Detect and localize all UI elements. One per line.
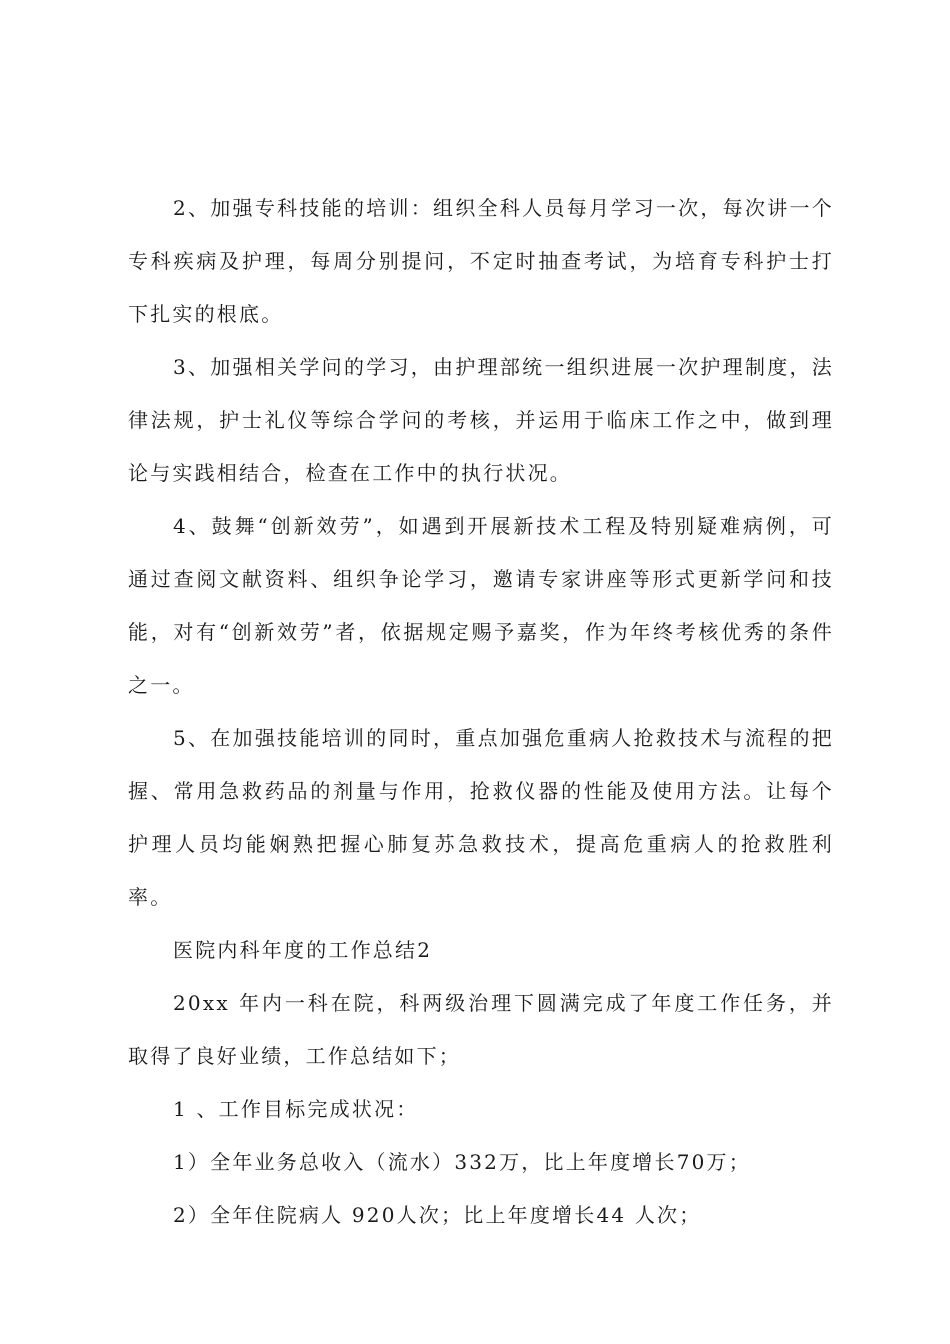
paragraph-knowledge-study: 3、加强相关学问的学习，由护理部统一组织进展一次护理制度，法律法规，护士礼仪等综合学问的考核，并运用于临床工作之中，做到理论与实践相结合，检查在工作中的执行状况。 xyxy=(128,355,834,485)
paragraph-goal-status: 1 、工作目标完成状况： xyxy=(173,1097,419,1121)
paragraph-innovation-service: 4、鼓舞“创新效劳”，如遇到开展新技术工程及特别疑难病例，可通过查阅文献资料、组织争论学习，邀请专家讲座等形式更新学问和技能，对有“创新效劳”者，依据规定赐予嘉奖，作为年终考核优秀的条件之一。 xyxy=(128,514,834,697)
document-body xyxy=(128,182,834,1242)
list-item-revenue: 1）全年业务总收入（流水）332万，比上年度增长70万； xyxy=(173,1150,751,1174)
paragraph-specialty-training: 2、加强专科技能的培训：组织全科人员每月学习一次，每次讲一个专科疾病及护理，每周分别提问，不定时抽查考试，为培育专科护士打下扎实的根底。 xyxy=(128,196,834,326)
list-item-inpatients: 2）全年住院病人 920人次；比上年度增长44 人次； xyxy=(173,1203,702,1227)
section-heading: 医院内科年度的工作总结2 xyxy=(173,938,433,962)
paragraph-annual-summary: 20xx 年内一科在院，科两级治理下圆满完成了年度工作任务，并取得了良好业绩，工作总结如下； xyxy=(128,991,834,1068)
paragraph-emergency-rescue: 5、在加强技能培训的同时，重点加强危重病人抢救技术与流程的把握、常用急救药品的剂量与作用，抢救仪器的性能及使用方法。让每个护理人员均能娴熟把握心肺复苏急救技术，提高危重病人的抢救胜利率。 xyxy=(128,726,834,909)
